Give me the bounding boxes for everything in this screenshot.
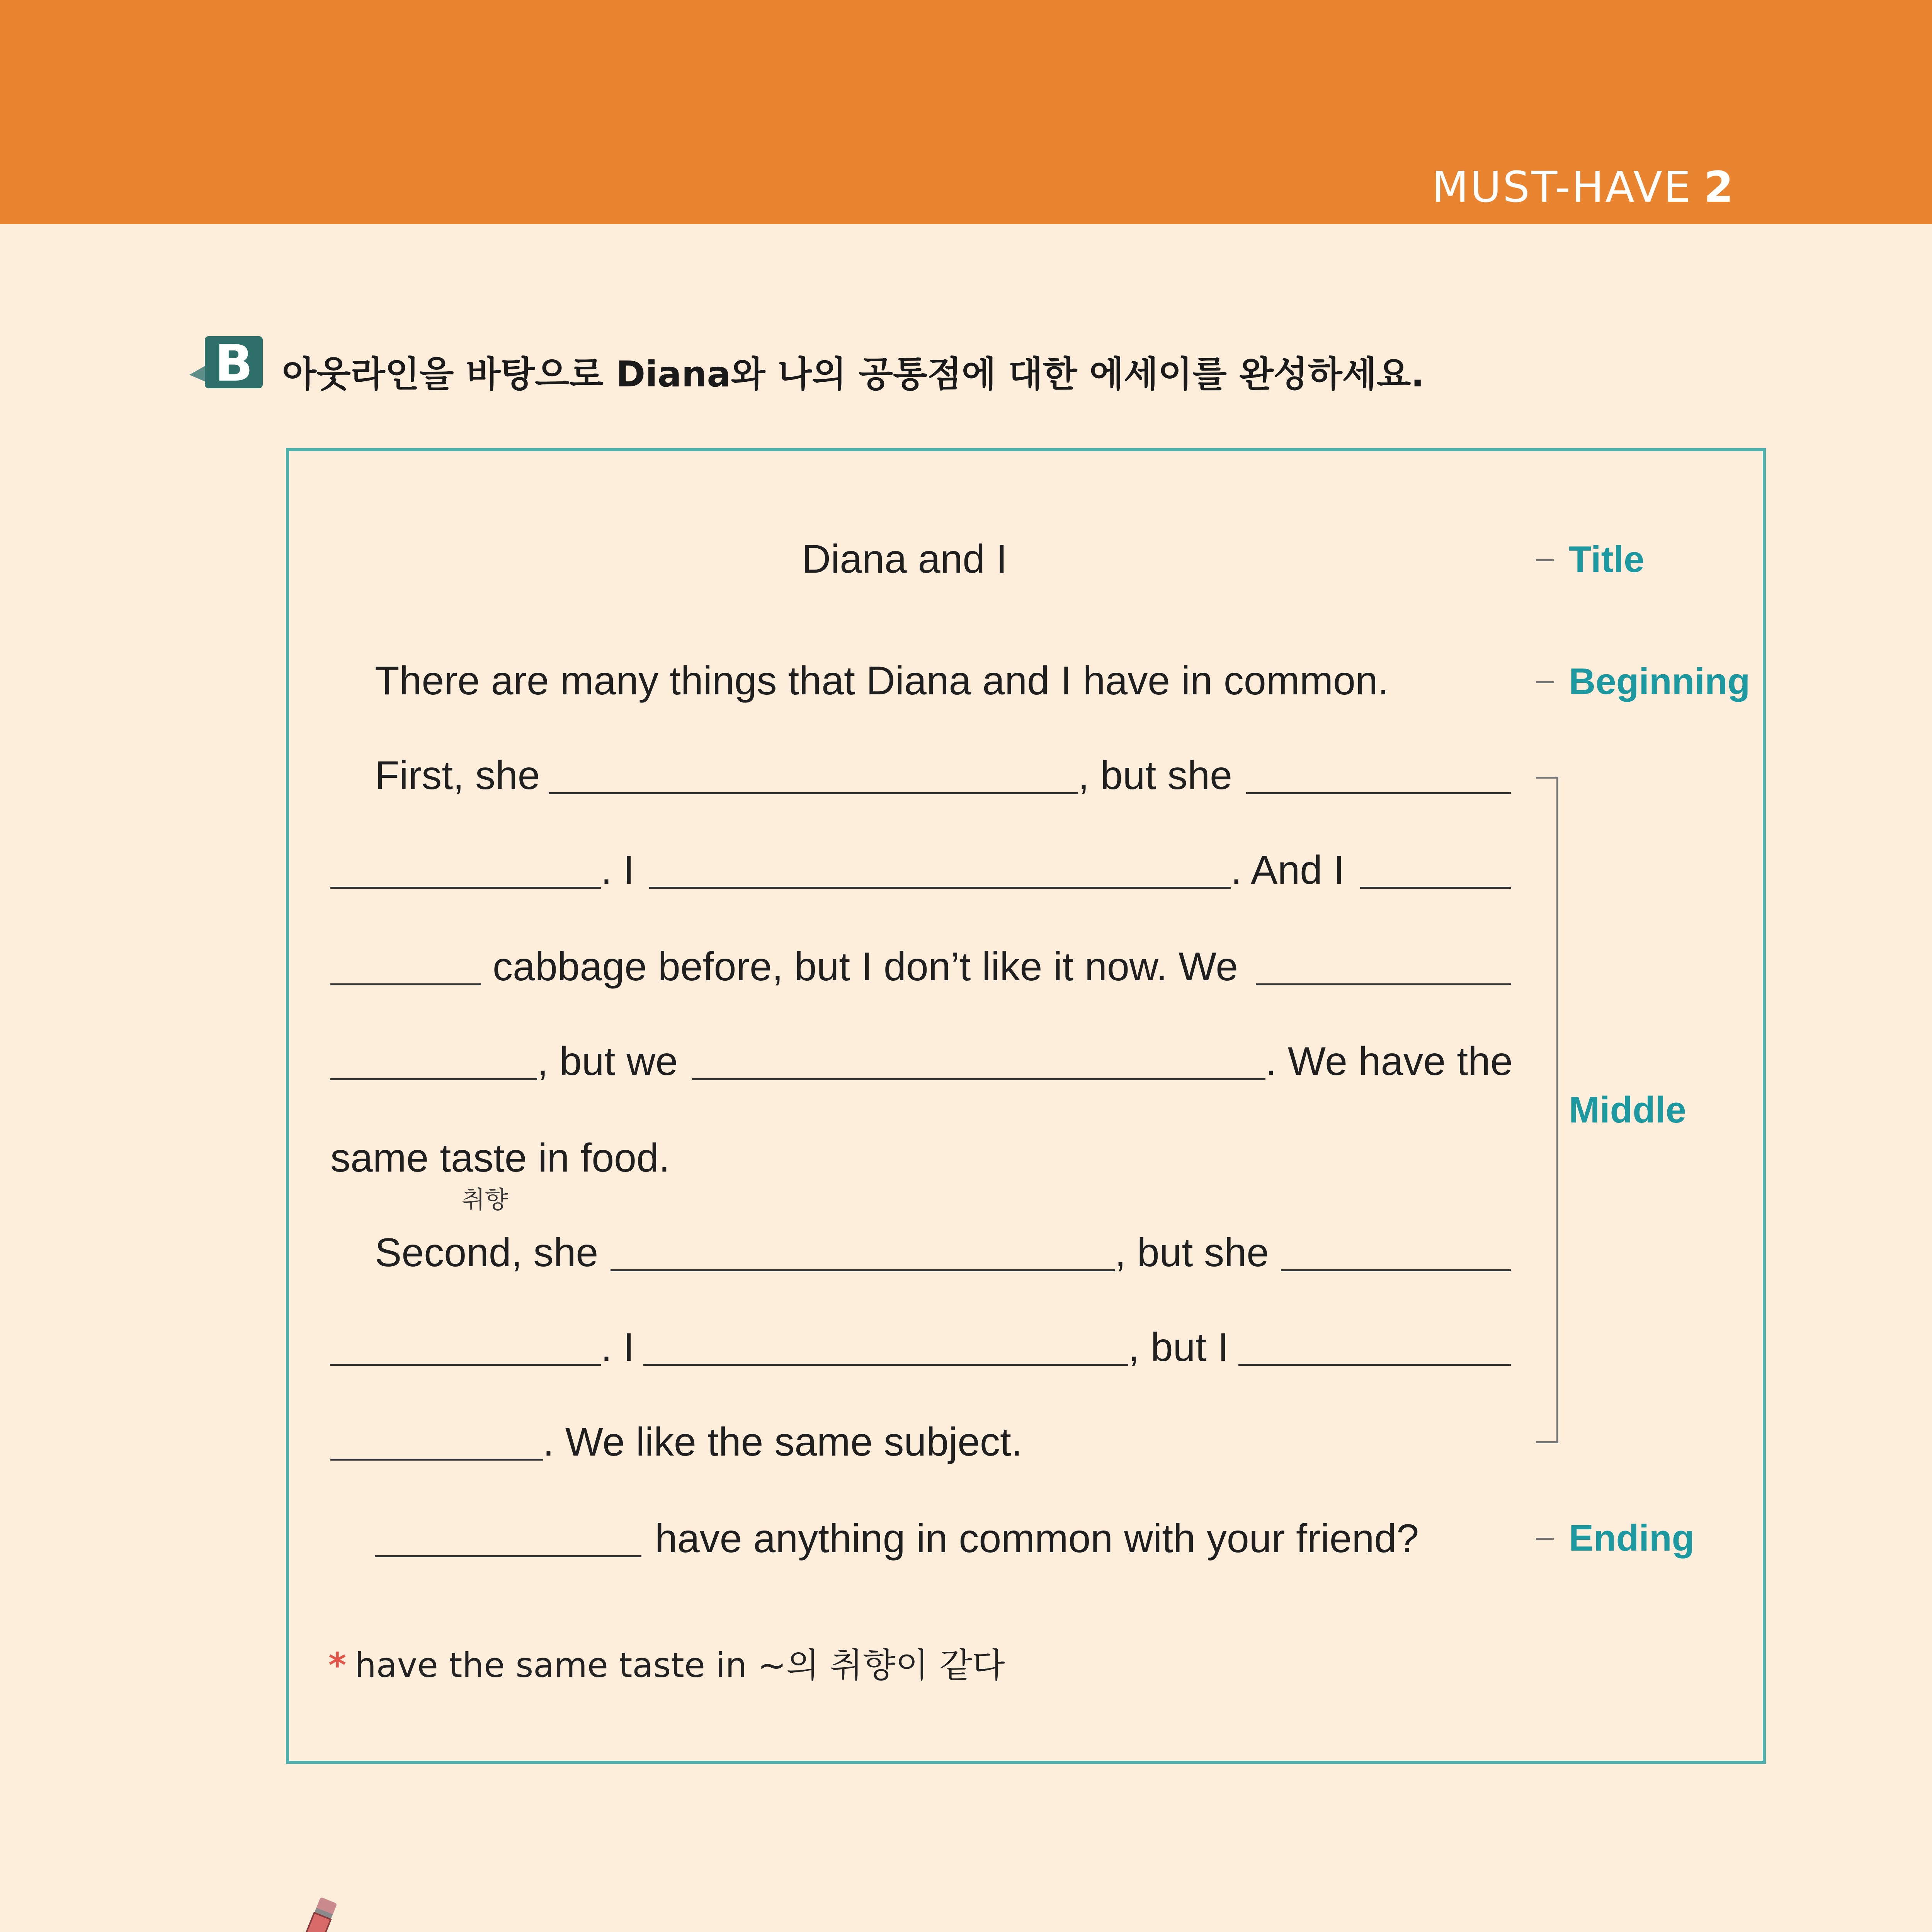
footnote-text: have the same taste in ~의 취향이 같다 bbox=[355, 1645, 1005, 1685]
blank-15[interactable] bbox=[330, 1459, 543, 1461]
essay-but-we: , but we bbox=[537, 1039, 678, 1084]
essay-title: Diana and I bbox=[802, 537, 1007, 582]
essay-ending: have anything in common with your friend? bbox=[655, 1516, 1419, 1561]
blank-1[interactable] bbox=[549, 792, 1078, 794]
section-letter-badge bbox=[189, 332, 267, 394]
blank-3[interactable] bbox=[330, 887, 601, 889]
essay-beginning: There are many things that Diana and I have in common. bbox=[375, 658, 1389, 703]
outline-label-middle: Middle bbox=[1569, 1089, 1686, 1131]
header-bar bbox=[0, 0, 1932, 224]
outline-label-title: Title bbox=[1569, 539, 1645, 580]
section-letter: B bbox=[214, 334, 253, 393]
blank-9[interactable] bbox=[692, 1078, 1265, 1080]
blank-2[interactable] bbox=[1246, 792, 1511, 794]
essay-i: . I bbox=[601, 848, 634, 893]
middle-bracket bbox=[1536, 777, 1558, 1443]
blank-7[interactable] bbox=[1256, 983, 1511, 985]
essay-but-i: , but I bbox=[1128, 1325, 1229, 1370]
essay-same-subject: . We like the same subject. bbox=[543, 1420, 1022, 1464]
footnote-star: * bbox=[328, 1645, 347, 1685]
essay-second-she: Second, she bbox=[375, 1230, 599, 1275]
outline-label-ending: Ending bbox=[1569, 1517, 1695, 1559]
header-label-text: MUST-HAVE bbox=[1432, 162, 1692, 212]
blank-16[interactable] bbox=[375, 1555, 641, 1557]
section-instruction: 아웃라인을 바탕으로 Diana와 나의 공통점에 대한 에세이를 완성하세요. bbox=[282, 354, 1425, 395]
checklist-title bbox=[354, 1930, 1157, 1932]
blank-5[interactable] bbox=[1360, 887, 1511, 889]
title-dash bbox=[1536, 559, 1554, 561]
essay-cabbage: cabbage before, but I don’t like it now. We bbox=[493, 944, 1238, 989]
essay-but-she-2: , but she bbox=[1115, 1230, 1269, 1275]
essay-same-taste: same taste in food. bbox=[330, 1136, 670, 1180]
header-number: 2 bbox=[1704, 162, 1735, 212]
essay-but-she: , but she bbox=[1078, 753, 1232, 798]
footnote bbox=[328, 1638, 1005, 1687]
essay-we-have-the: . We have the bbox=[1265, 1039, 1513, 1084]
blank-6[interactable] bbox=[330, 983, 481, 985]
blank-13[interactable] bbox=[643, 1364, 1128, 1366]
blank-11[interactable] bbox=[1281, 1269, 1511, 1271]
blank-4[interactable] bbox=[649, 887, 1231, 889]
ending-dash bbox=[1536, 1538, 1554, 1540]
blank-10[interactable] bbox=[611, 1269, 1115, 1271]
essay-and-i: . And I bbox=[1231, 848, 1345, 893]
outline-label-beginning: Beginning bbox=[1569, 661, 1750, 702]
pencil-icon bbox=[280, 1893, 346, 1932]
beginning-dash bbox=[1536, 681, 1554, 683]
gloss-taste: 취향 bbox=[462, 1185, 508, 1214]
blank-8[interactable] bbox=[330, 1078, 537, 1080]
essay-i-2: . I bbox=[601, 1325, 634, 1370]
blank-14[interactable] bbox=[1238, 1364, 1511, 1366]
header-label bbox=[1432, 162, 1735, 212]
blank-12[interactable] bbox=[330, 1364, 601, 1366]
essay-first-she: First, she bbox=[375, 753, 540, 798]
